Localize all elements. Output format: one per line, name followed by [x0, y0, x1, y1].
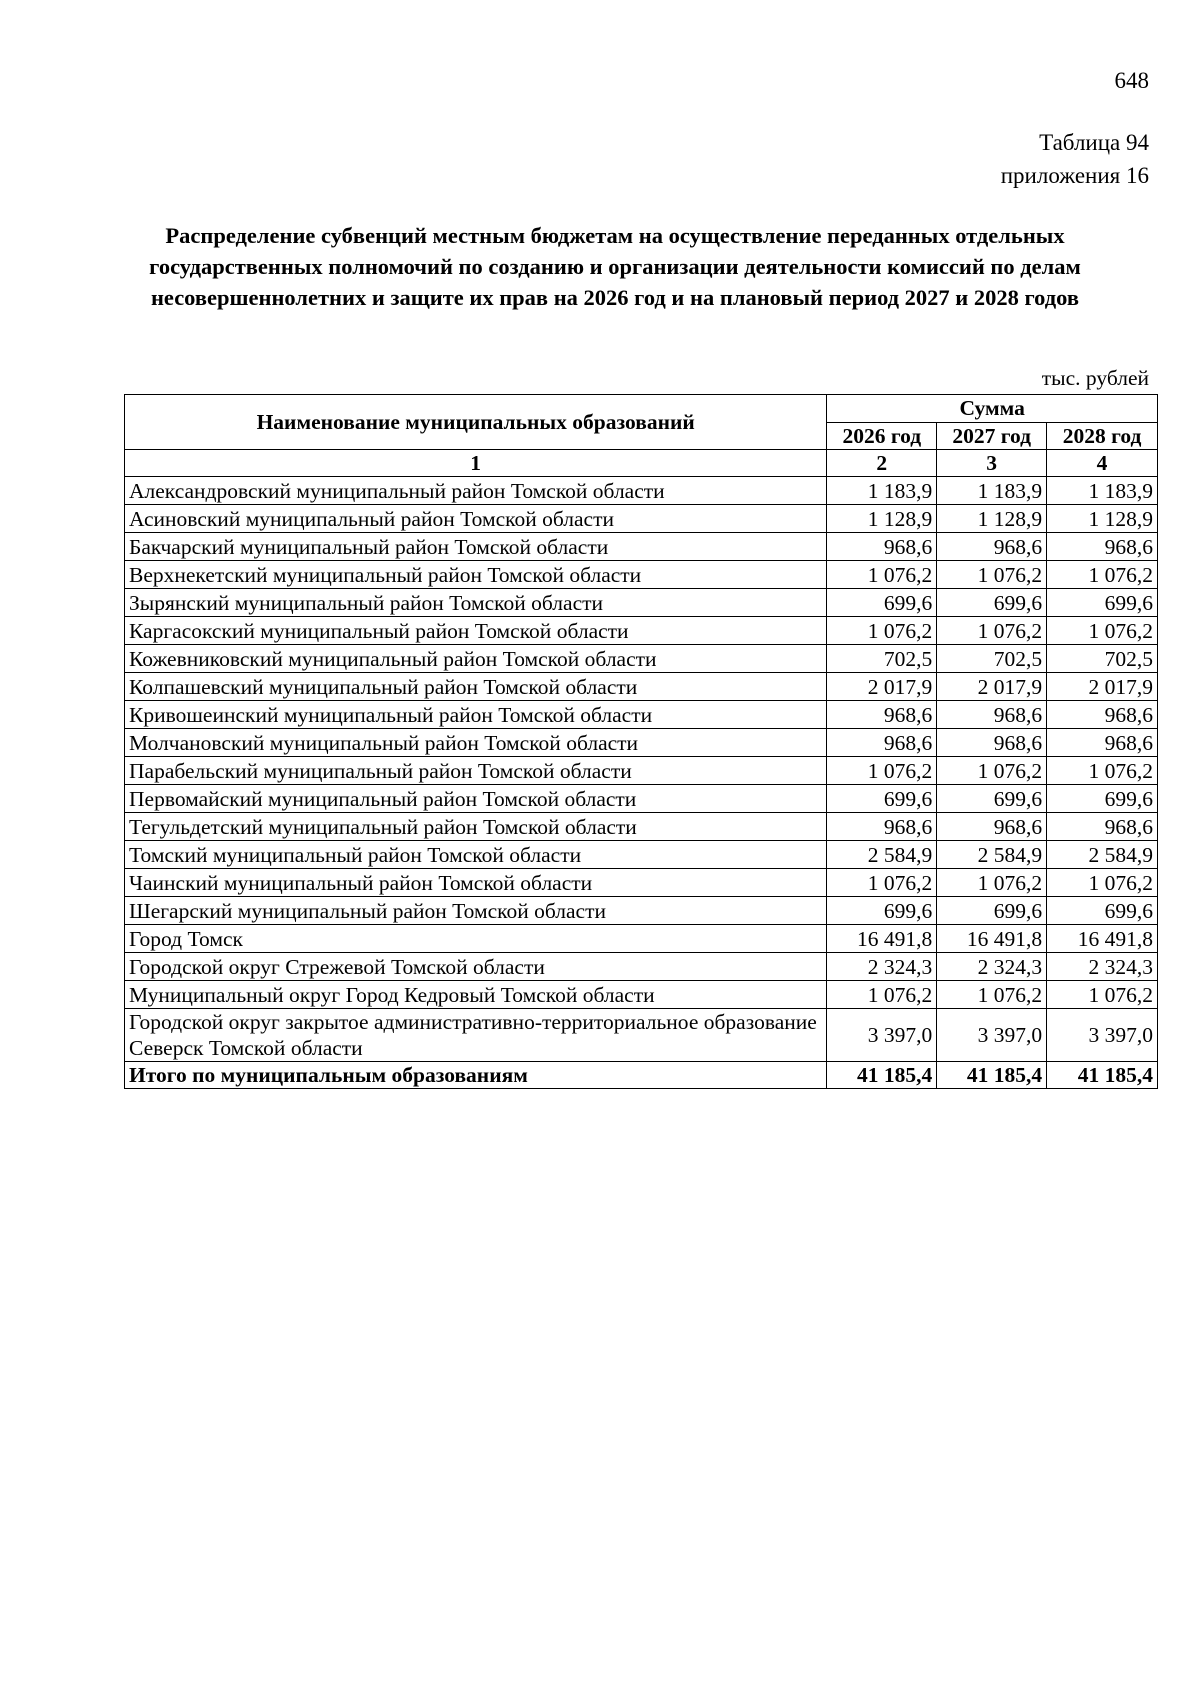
amount-2028: 968,6: [1047, 701, 1158, 729]
column-numbers-row: [125, 450, 1158, 477]
page-number: 648: [1114, 68, 1149, 93]
amount-2026: 702,5: [827, 645, 937, 673]
amount-2026: 968,6: [827, 813, 937, 841]
amount-2026: 968,6: [827, 701, 937, 729]
table-row: [125, 981, 1158, 1009]
header-sum: Сумма: [827, 395, 1158, 423]
table-row: [125, 757, 1158, 785]
amount-2027: 1 128,9: [937, 505, 1047, 533]
header-municipality-name: Наименование муниципальных образований: [125, 395, 827, 450]
total-label: Итого по муниципальным образованиям: [125, 1062, 827, 1089]
amount-2028: 699,6: [1047, 897, 1158, 925]
subventions-table: [124, 394, 1158, 1089]
header-year-2027: 2027 год: [937, 422, 1047, 450]
amount-2028: 1 076,2: [1047, 757, 1158, 785]
table-row: [125, 925, 1158, 953]
appendix-number: приложения 16: [1000, 163, 1149, 188]
municipality-name: Городской округ закрытое административно-территориальное образование Северск Томской области: [125, 1009, 827, 1062]
table-body: [125, 450, 1158, 1062]
amount-2028: 1 076,2: [1047, 869, 1158, 897]
amount-2027: 2 324,3: [937, 953, 1047, 981]
amount-2027: 2 017,9: [937, 673, 1047, 701]
table-row: [125, 869, 1158, 897]
municipality-name: Парабельский муниципальный район Томской области: [125, 757, 827, 785]
amount-2028: 1 076,2: [1047, 561, 1158, 589]
municipality-name: Александровский муниципальный район Томской области: [125, 477, 827, 505]
table-row: [125, 561, 1158, 589]
amount-2027: 1 076,2: [937, 617, 1047, 645]
amount-2027: 699,6: [937, 785, 1047, 813]
amount-2027: 16 491,8: [937, 925, 1047, 953]
amount-2028: 968,6: [1047, 729, 1158, 757]
amount-2028: 702,5: [1047, 645, 1158, 673]
amount-2028: 16 491,8: [1047, 925, 1158, 953]
amount-2026: 1 076,2: [827, 869, 937, 897]
total-2026: 41 185,4: [827, 1062, 937, 1089]
table-row: [125, 841, 1158, 869]
amount-2026: 16 491,8: [827, 925, 937, 953]
column-number: 2: [827, 450, 937, 477]
table-row: [125, 505, 1158, 533]
amount-2026: 699,6: [827, 897, 937, 925]
municipality-name: Колпашевский муниципальный район Томской области: [125, 673, 827, 701]
header-year-2026: 2026 год: [827, 422, 937, 450]
amount-2027: 2 584,9: [937, 841, 1047, 869]
municipality-name: Верхнекетский муниципальный район Томской области: [125, 561, 827, 589]
table-row: [125, 897, 1158, 925]
amount-2027: 699,6: [937, 589, 1047, 617]
municipality-name: Кожевниковский муниципальный район Томской области: [125, 645, 827, 673]
table-row: [125, 729, 1158, 757]
municipality-name: Первомайский муниципальный район Томской области: [125, 785, 827, 813]
table-row: [125, 589, 1158, 617]
table-row: [125, 617, 1158, 645]
amount-2026: 1 076,2: [827, 981, 937, 1009]
total-2027: 41 185,4: [937, 1062, 1047, 1089]
amount-2028: 699,6: [1047, 785, 1158, 813]
amount-2027: 1 076,2: [937, 981, 1047, 1009]
table-row: [125, 701, 1158, 729]
amount-2026: 2 017,9: [827, 673, 937, 701]
table-reference: [1001, 126, 1149, 192]
amount-2028: 2 017,9: [1047, 673, 1158, 701]
amount-2027: 1 076,2: [937, 757, 1047, 785]
municipality-name: Томский муниципальный район Томской области: [125, 841, 827, 869]
municipality-name: Зырянский муниципальный район Томской области: [125, 589, 827, 617]
table-number: Таблица 94: [1039, 130, 1149, 155]
total-row: [125, 1062, 1158, 1089]
table-row: [125, 785, 1158, 813]
amount-2027: 968,6: [937, 533, 1047, 561]
header-year-2028: 2028 год: [1047, 422, 1158, 450]
municipality-name: Тегульдетский муниципальный район Томской области: [125, 813, 827, 841]
municipality-name: Шегарский муниципальный район Томской области: [125, 897, 827, 925]
amount-2027: 968,6: [937, 729, 1047, 757]
municipality-name: Город Томск: [125, 925, 827, 953]
amount-2028: 1 128,9: [1047, 505, 1158, 533]
amount-2028: 3 397,0: [1047, 1009, 1158, 1062]
amount-2027: 699,6: [937, 897, 1047, 925]
amount-2028: 1 076,2: [1047, 981, 1158, 1009]
amount-2027: 968,6: [937, 813, 1047, 841]
amount-2026: 1 076,2: [827, 757, 937, 785]
amount-2026: 1 076,2: [827, 617, 937, 645]
amount-2028: 2 324,3: [1047, 953, 1158, 981]
table-row: [125, 813, 1158, 841]
municipality-name: Чаинский муниципальный район Томской области: [125, 869, 827, 897]
amount-2027: 1 076,2: [937, 561, 1047, 589]
amount-2028: 2 584,9: [1047, 841, 1158, 869]
amount-2026: 968,6: [827, 533, 937, 561]
units-label: тыс. рублей: [1041, 366, 1149, 390]
column-number: 4: [1047, 450, 1158, 477]
amount-2026: 968,6: [827, 729, 937, 757]
amount-2026: 1 076,2: [827, 561, 937, 589]
table-row: [125, 673, 1158, 701]
amount-2027: 1 076,2: [937, 869, 1047, 897]
column-number: 1: [125, 450, 827, 477]
amount-2026: 2 324,3: [827, 953, 937, 981]
table-row: [125, 477, 1158, 505]
municipality-name: Муниципальный округ Город Кедровый Томской области: [125, 981, 827, 1009]
column-number: 3: [937, 450, 1047, 477]
table-row: [125, 645, 1158, 673]
amount-2027: 3 397,0: [937, 1009, 1047, 1062]
amount-2028: 968,6: [1047, 813, 1158, 841]
amount-2026: 1 183,9: [827, 477, 937, 505]
amount-2026: 3 397,0: [827, 1009, 937, 1062]
amount-2028: 699,6: [1047, 589, 1158, 617]
municipality-name: Кривошеинский муниципальный район Томской области: [125, 701, 827, 729]
total-2028: 41 185,4: [1047, 1062, 1158, 1089]
amount-2027: 968,6: [937, 701, 1047, 729]
amount-2028: 1 183,9: [1047, 477, 1158, 505]
municipality-name: Каргасокский муниципальный район Томской области: [125, 617, 827, 645]
amount-2027: 1 183,9: [937, 477, 1047, 505]
amount-2026: 699,6: [827, 785, 937, 813]
document-title: Распределение субвенций местным бюджетам на осуществление переданных отдельных государственных полномочий по созданию и организации деятельности комиссий по делам несовершеннолетних и защите их прав на 2026 год и на плановый период 2027 и 2028 годов: [149, 223, 1081, 310]
amount-2028: 968,6: [1047, 533, 1158, 561]
amount-2026: 2 584,9: [827, 841, 937, 869]
municipality-name: Молчановский муниципальный район Томской области: [125, 729, 827, 757]
municipality-name: Бакчарский муниципальный район Томской области: [125, 533, 827, 561]
amount-2026: 699,6: [827, 589, 937, 617]
municipality-name: Городской округ Стрежевой Томской области: [125, 953, 827, 981]
amount-2027: 702,5: [937, 645, 1047, 673]
table-row: [125, 533, 1158, 561]
amount-2028: 1 076,2: [1047, 617, 1158, 645]
table-row: [125, 1009, 1158, 1062]
municipality-name: Асиновский муниципальный район Томской области: [125, 505, 827, 533]
amount-2026: 1 128,9: [827, 505, 937, 533]
table-row: [125, 953, 1158, 981]
